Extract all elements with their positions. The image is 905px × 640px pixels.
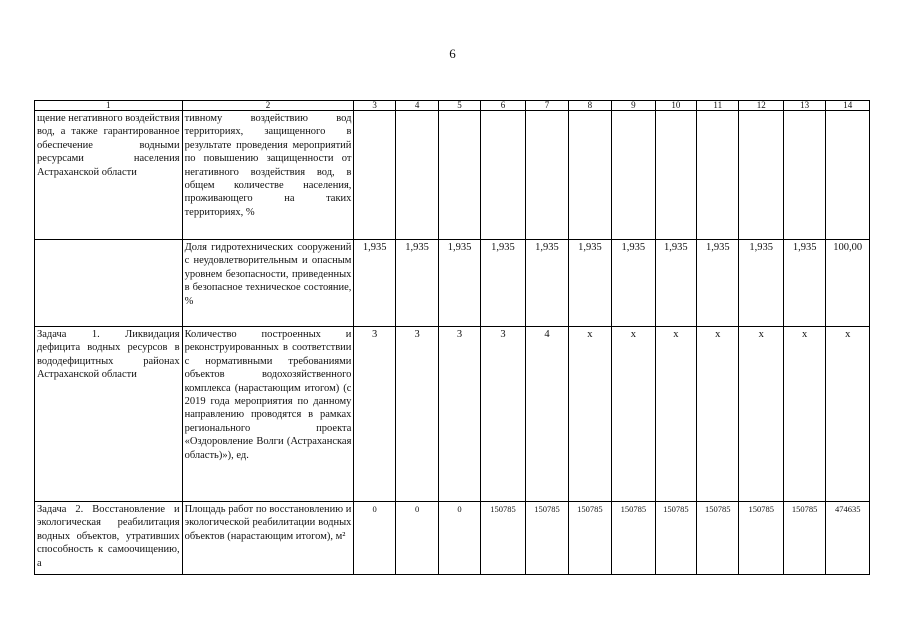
header-cell: 9: [612, 101, 655, 111]
task-cell: Задача 1. Ликвидация дефицита водных ресурсов в вододефицитных районах Астраханской области: [35, 327, 183, 502]
value-cell: [480, 111, 525, 240]
page-number: 6: [449, 46, 456, 61]
value-cell: 100,00: [826, 240, 870, 327]
value-cell: 150785: [697, 502, 739, 575]
value-cell: x: [655, 327, 696, 502]
value-cell: 1,935: [439, 240, 480, 327]
header-cell: 2: [182, 101, 354, 111]
value-cell: [354, 111, 395, 240]
value-cell: 150785: [526, 502, 568, 575]
value-cell: x: [697, 327, 739, 502]
table-row: [35, 327, 870, 502]
value-cell: 0: [439, 502, 480, 575]
indicator-cell: тивному воздействию вод территориях, защищенного в результате проведения мероприятий по повышению защищенности от негативного воздействия вод, в общем количестве населения, проживающего на таких территориях, %: [182, 111, 354, 240]
value-cell: 150785: [655, 502, 696, 575]
header-cell: 14: [826, 101, 870, 111]
value-cell: 3: [439, 327, 480, 502]
task-cell: Задача 2. Восстановление и экологическая реабилитация водных объектов, утративших способность к самоочищению, а: [35, 502, 183, 575]
value-cell: [439, 111, 480, 240]
table-row: [35, 502, 870, 575]
indicator-cell: Площадь работ по восстановлению и экологической реабилитации водных объектов (нарастающим итогом), м²: [182, 502, 354, 575]
header-cell: 12: [739, 101, 783, 111]
value-cell: 0: [354, 502, 395, 575]
value-cell: 1,935: [739, 240, 783, 327]
value-cell: 1,935: [480, 240, 525, 327]
value-cell: 0: [395, 502, 438, 575]
value-cell: [568, 111, 611, 240]
value-cell: x: [826, 327, 870, 502]
value-cell: [739, 111, 783, 240]
header-cell: 4: [395, 101, 438, 111]
header-cell: 5: [439, 101, 480, 111]
value-cell: x: [612, 327, 655, 502]
value-cell: 474635: [826, 502, 870, 575]
value-cell: [783, 111, 825, 240]
value-cell: 3: [480, 327, 525, 502]
value-cell: 1,935: [526, 240, 568, 327]
value-cell: [526, 111, 568, 240]
value-cell: 1,935: [697, 240, 739, 327]
value-cell: 150785: [783, 502, 825, 575]
value-cell: 1,935: [395, 240, 438, 327]
value-cell: x: [568, 327, 611, 502]
value-cell: x: [739, 327, 783, 502]
value-cell: 1,935: [612, 240, 655, 327]
value-cell: [612, 111, 655, 240]
header-cell: 3: [354, 101, 395, 111]
header-cell: 8: [568, 101, 611, 111]
header-cell: 6: [480, 101, 525, 111]
value-cell: [826, 111, 870, 240]
table-header-row: [35, 101, 870, 111]
header-cell: 13: [783, 101, 825, 111]
header-cell: 1: [35, 101, 183, 111]
value-cell: 4: [526, 327, 568, 502]
value-cell: 1,935: [655, 240, 696, 327]
header-cell: 7: [526, 101, 568, 111]
value-cell: [655, 111, 696, 240]
value-cell: 1,935: [783, 240, 825, 327]
goal-cell: [35, 240, 183, 327]
value-cell: [697, 111, 739, 240]
value-cell: 150785: [480, 502, 525, 575]
value-cell: x: [783, 327, 825, 502]
table-row: [35, 240, 870, 327]
header-cell: 11: [697, 101, 739, 111]
goal-cell: щение негативного воздействия вод, а также гарантированное обеспечение водными ресурсами населения Астраханской области: [35, 111, 183, 240]
value-cell: 3: [395, 327, 438, 502]
value-cell: 150785: [739, 502, 783, 575]
indicators-table: [34, 100, 870, 575]
indicator-cell: Количество построенных и реконструированных в соответствии с нормативными требованиями объектов водохозяйственного комплекса (нарастающим итогом) (с 2019 года мероприятия по данному направлению проводятся в рамках регионального проекта «Оздоровление Волги (Астраханская область)»), ед.: [182, 327, 354, 502]
value-cell: 150785: [568, 502, 611, 575]
table-row: [35, 111, 870, 240]
value-cell: 3: [354, 327, 395, 502]
indicator-cell: Доля гидротехнических сооружений с неудовлетворительным и опасным уровнем безопасности, приведенных в безопасное техническое состояние, %: [182, 240, 354, 327]
value-cell: 1,935: [354, 240, 395, 327]
value-cell: 150785: [612, 502, 655, 575]
header-cell: 10: [655, 101, 696, 111]
value-cell: 1,935: [568, 240, 611, 327]
value-cell: [395, 111, 438, 240]
